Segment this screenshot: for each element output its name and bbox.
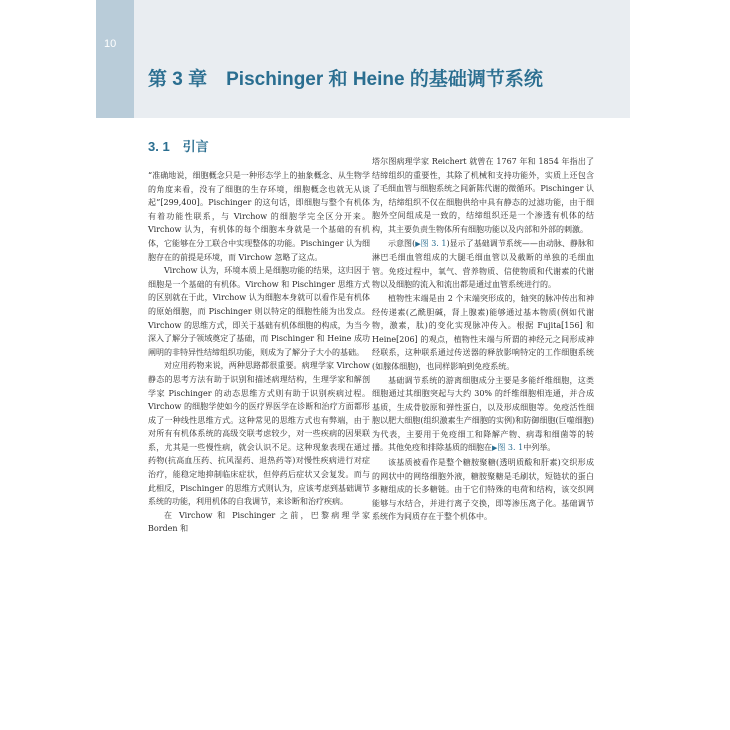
body-paragraph: 植物性末端是由 2 个末端突形成的，轴突的脉冲传出和神经传递素(乙酰胆碱，肾上腺素)能够通过基本物质(例如代谢物，激素，肽)的变化实现脉冲传入。根据 Fujita[156] 和 Heine[206] 的观点，植物性末端与所谓的神经元之间形成神经联系，这种联系通过传送器的释放影响特定的工作细胞系统(如腺体细胞)，也同样影响到免疫系统。: [372, 293, 594, 371]
body-paragraph: 塔尔图病理学家 Reichert 就曾在 1767 年和 1854 年指出了结缔组织的重要性，其除了机械和支持功能外，实质上还包含了毛细血管与细胞系统之间新陈代谢的微循环。Pischinger 认为，结缔组织不仅在细胞供给中具有静态的过滤功能，由于细胞外空间组成是一致的，结缔组织还是一个渗透有机体的结构，其主要负责生物体所有细胞功能以及内部和外部的刺激。: [372, 157, 594, 234]
figure-reference-link[interactable]: 图 3. 1: [497, 443, 524, 453]
chapter-header-band: [134, 0, 630, 118]
paragraph-text: )显示了基础调节系统——由动脉、静脉和淋巴毛细血管组成的大腿毛细血管以及截断的单独的毛细血管。免疫过程中，氧气、营养物质、信使物质和代谢素的代谢物以及细胞的流入和流出都是通过血管系统进行的。: [372, 238, 594, 290]
right-text-column: [372, 155, 594, 524]
body-paragraph: Virchow 认为，环境本质上是细胞功能的结果，这归因于细胞是一个基础的有机体。Virchow 和 Pischinger 思维方式的区别就在于此，Virchow 认为细胞本身就可以看作是有机体的原始细胞，而 Pischinger 则以特定的细胞性能为出发点。Virchow 的思维方式，即关于基础有机体细胞的构成，为当今深入了解分子领域奠定了基础，而 Pischinger 和 Heine 成功阐明的非特异性结缔组织功能，则成为了解分子大小的基础。: [148, 266, 370, 357]
page-number-bar: [96, 0, 134, 118]
page-number: 10: [104, 38, 117, 50]
paragraph-text: 基础调节系统的游离细胞成分主要是多能纤维细胞，这类细胞通过其细胞突起与大约 30% 的纤维细胞相连通，并合成基质，生成骨胶原和弹性蛋白，以及形成细胞等。免疫活性细胞以肥大细胞(组织激素生产细胞的实例)和防御细胞(巨噬细胞)为代表，主要用于免疫细工和降解产物、病毒和细菌等的转播。其他免疫和排除基质的细胞在: [372, 375, 594, 453]
play-arrow-icon: ▶: [415, 239, 421, 248]
body-paragraph: 该基质被看作是整个糖胺聚糖(透明质酸和肝素)交织形成的网状中的网络细胞外液，糖胺聚糖是毛刷状，短链状的蛋白多糖组成的长多糖链。由于它们特殊的电荷和结构，该交织网能够与水结合，并进行离子交换，即等渗压离子化。基础调节系统作为间质存在于整个机体中。: [372, 458, 594, 522]
paragraph-text: 中列举。: [523, 443, 556, 453]
body-paragraph: “准确地说，细胞概念只是一种形态学上的抽象概念、从生物学的角度来看，没有了细胞的生存环境，细胞概念也就无从谈起”[299,400]。Pischinger 的这句话，即细胞与整个有机体有着功能性联系，与 Virchow 的细胞学完全区分开来。Virchow 认为，有机体的每个细胞本身就是一个基础的有机体，它能够在分工联合中实现整体的功能。Pischinger 认为细胞存在的前提是环境，而 Virchow 忽略了这点。: [148, 171, 370, 262]
chapter-title: 第 3 章 Pischinger 和 Heine 的基础调节系统: [148, 69, 543, 90]
body-paragraph-cells: [372, 374, 594, 457]
paragraph-text: 示意图(: [388, 238, 416, 248]
section-heading: 3. 1 引言: [148, 139, 209, 154]
body-paragraph-schematic: [372, 237, 594, 292]
body-paragraph: 在 Virchow 和 Pischinger 之前，巴黎病理学家 Borden 和: [148, 510, 370, 534]
play-arrow-icon: ▶: [492, 444, 498, 453]
body-paragraph: 对应用药物来说，两种思路都很重要。病理学家 Virchow 静态的思考方法有助于识别和描述病理结构，生理学家和解剖学家 Pischinger 的动态思维方式则有助于识别疾病过程。Virchow 的细胞学使如今的医疗界医学在诊断和治疗方面都形成了一种线性思维方式。这种常见的思维方式也有弊端，由于对所有有机体系统的高级交联考虑较少，对一些疾病的因果联系，尤其是一些慢性病，就会认识不足。这种现象表现在通过药物(抗高血压药、抗风湿药、退热药等)对慢性疾病进行对症治疗，能稳定地抑制临床症状，但停药后症状又会复发。而与此相反，Pischinger 的思维方式则认为，应该考虑到基础调节系统的功能，利用机体的自我调节，来诊断和治疗疾病。: [148, 361, 370, 507]
left-text-column: [148, 169, 370, 536]
figure-reference-link[interactable]: 图 3. 1: [420, 238, 447, 248]
